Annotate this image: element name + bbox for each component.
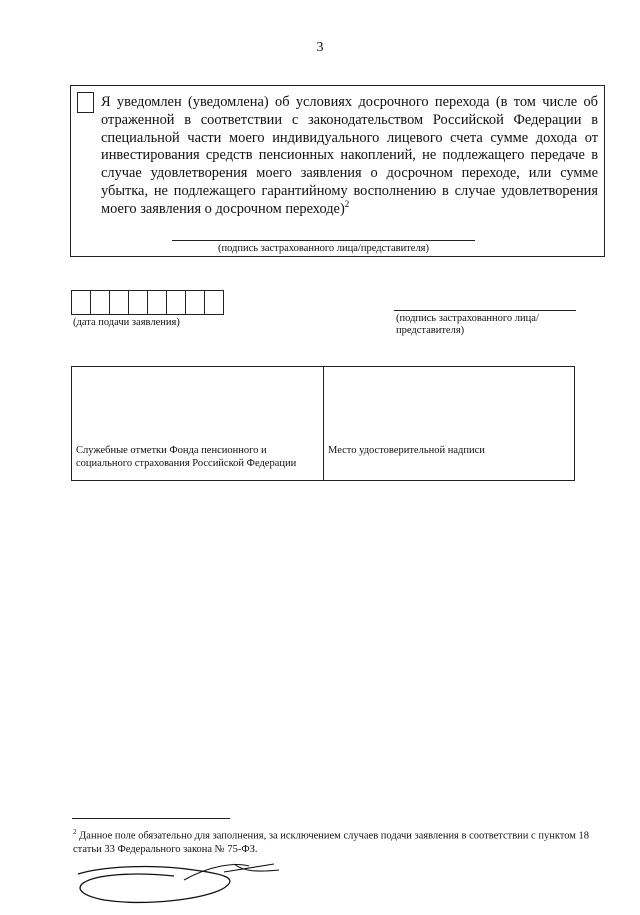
notary-cell [324,367,574,480]
notice-body: Я уведомлен (уведомлена) об условиях досрочного перехода (в том числе об отраженной в соответствии с законодательством Российской Федерации в специальной части моего индивидуального лицевого счета сумме дохода от инвестирования средств пенсионных накоплений, не подлежащего передаче в случае удовлетворения моего заявления о досрочном переходе, или сумме убытка, не подлежащего гарантийному восполнению в случае удовлетворения моего заявления о досрочном переходе) [101,94,598,217]
date-cell[interactable] [128,290,148,315]
date-cell[interactable] [185,290,205,315]
handwritten-signature [74,860,284,908]
acknowledgement-checkbox[interactable] [77,92,94,113]
notice-text [101,94,598,219]
notice-signature-line[interactable] [172,240,475,241]
footnote-divider [72,818,230,819]
applicant-signature-line[interactable] [394,310,576,311]
date-cell[interactable] [147,290,167,315]
date-cell[interactable] [166,290,186,315]
date-cell[interactable] [109,290,129,315]
applicant-signature-caption: (подпись застрахованного лица/ представителя) [396,313,539,336]
fund-marks-cell [72,367,324,480]
footnote-text: Данное поле обязательно для заполнения, за исключением случаев подачи заявления в соответствии с пунктом 18 статьи 33 Федерального закона № 75-ФЗ. [73,830,590,855]
fund-marks-label: Служебные отметки Фонда пенсионного и социального страхования Российской Федерации [76,445,297,469]
date-field[interactable] [71,290,223,315]
notice-footnote-ref: 2 [344,198,350,209]
service-marks-table [71,366,575,481]
notary-label: Место удостоверительной надписи [328,445,485,456]
page-number: 3 [316,40,324,55]
date-cell[interactable] [90,290,110,315]
date-cell[interactable] [204,290,224,315]
date-caption: (дата подачи заявления) [73,317,180,328]
notice-signature-caption: (подпись застрахованного лица/представителя) [217,243,430,254]
footnote-marker: 2 [73,828,77,836]
footnote [73,826,608,857]
date-cell[interactable] [71,290,91,315]
